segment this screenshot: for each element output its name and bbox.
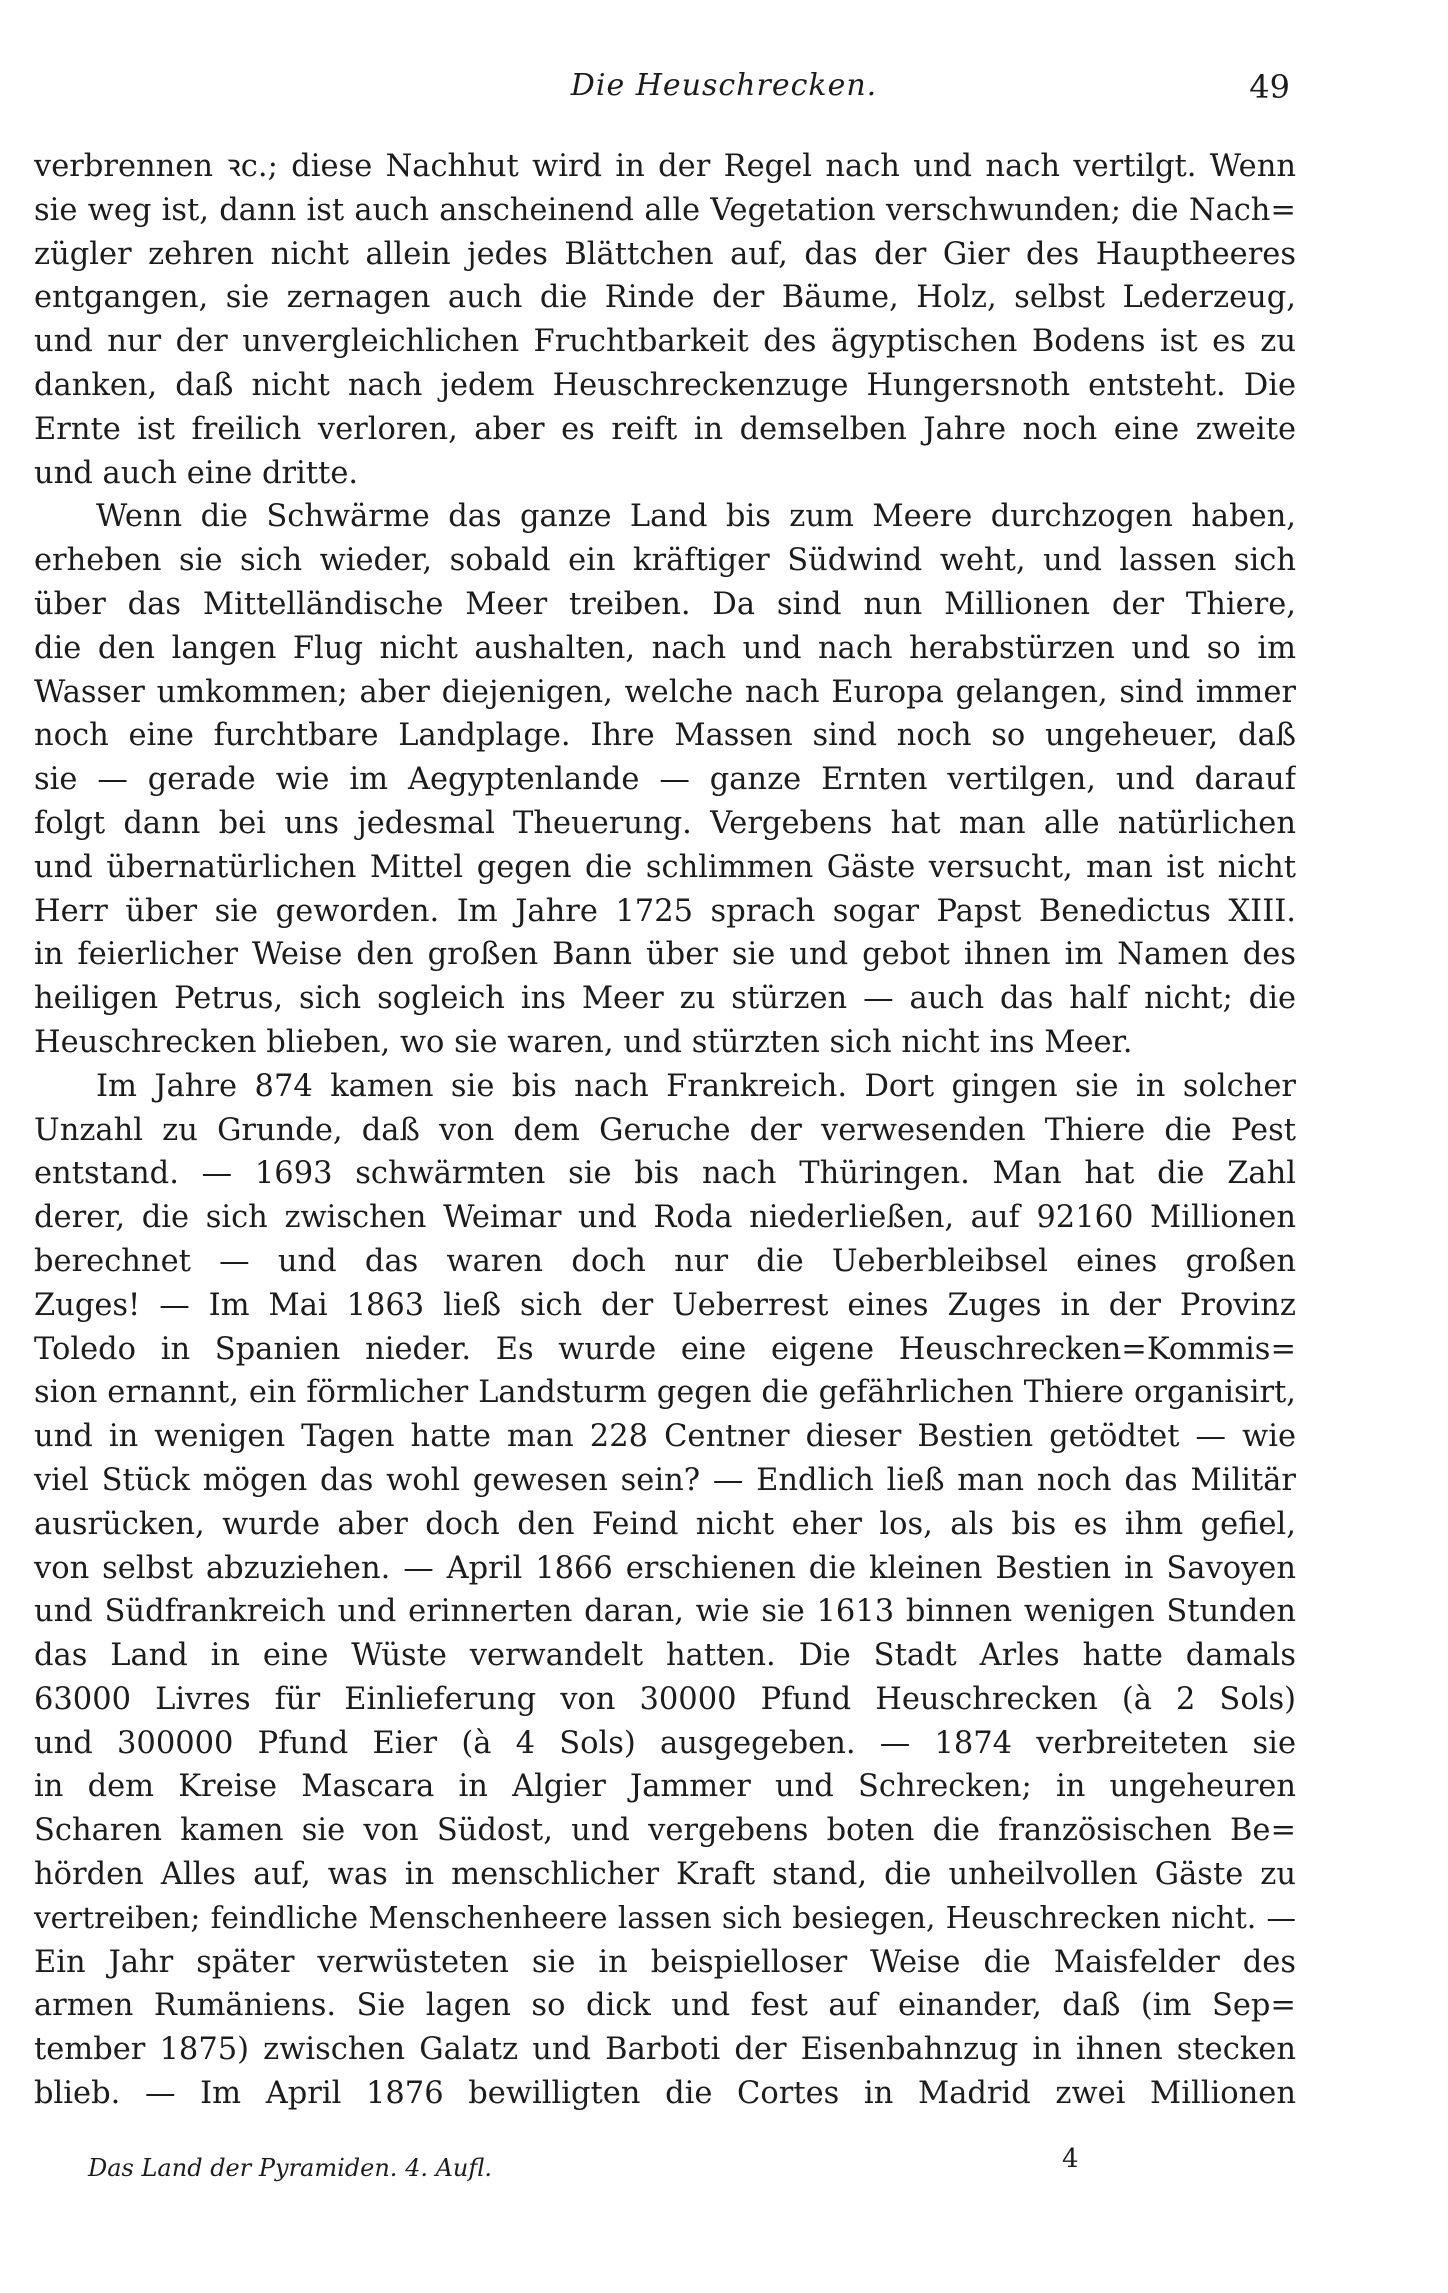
text-line: Toledo in Spanien nieder. Es wurde eine eigene Heuschrecken=Kommis=	[34, 1331, 1296, 1367]
text-line: und nur der unvergleichlichen Fruchtbarkeit des ägyptischen Bodens ist es zu	[34, 324, 1296, 360]
text-line: und in wenigen Tagen hatte man 228 Centner dieser Bestien getödtet — wie	[34, 1419, 1296, 1455]
text-line: Im Jahre 874 kamen sie bis nach Frankreich. Dort gingen sie in solcher	[96, 1068, 1296, 1104]
text-line: berechnet — und das waren doch nur die Ueberbleibsel eines großen	[34, 1243, 1296, 1279]
text-line: tember 1875) zwischen Galatz und Barboti der Eisenbahnzug in ihnen stecken	[34, 2032, 1296, 2068]
footer-signature-mark: 4	[1062, 2144, 1079, 2174]
text-line: blieb. — Im April 1876 bewilligten die Cortes in Madrid zwei Millionen	[34, 2076, 1296, 2112]
text-line: ausrücken, wurde aber doch den Feind nicht eher los, als bis es ihm gefiel,	[34, 1506, 1296, 1542]
text-line: und Südfrankreich und erinnerten daran, wie sie 1613 binnen wenigen Stunden	[34, 1594, 1296, 1630]
text-line: erheben sie sich wieder, sobald ein kräftiger Südwind weht, und lassen sich	[34, 543, 1296, 579]
text-line: Heuschrecken blieben, wo sie waren, und stürzten sich nicht ins Meer.	[34, 1024, 1133, 1060]
text-line: noch eine furchtbare Landplage. Ihre Massen sind noch so ungeheuer, daß	[34, 718, 1296, 754]
text-line: von selbst abzuziehen. — April 1866 erschienen die kleinen Bestien in Savoyen	[34, 1550, 1296, 1586]
text-line: Herr über sie geworden. Im Jahre 1725 sprach sogar Papst Benedictus XIII.	[34, 893, 1296, 929]
text-line: 63000 Livres für Einlieferung von 30000 Pfund Heuschrecken (à 2 Sols)	[34, 1681, 1296, 1717]
text-line: entgangen, sie zernagen auch die Rinde der Bäume, Holz, selbst Lederzeug,	[34, 280, 1296, 316]
text-line: die den langen Flug nicht aushalten, nach und nach herabstürzen und so im	[34, 630, 1296, 666]
body-text	[34, 145, 1296, 2116]
text-line: und auch eine dritte.	[34, 455, 359, 491]
text-line: danken, daß nicht nach jedem Heuschreckenzuge Hungersnoth entsteht. Die	[34, 367, 1296, 403]
text-line: Wasser umkommen; aber diejenigen, welche nach Europa gelangen, sind immer	[34, 674, 1296, 710]
running-title: Die Heuschrecken.	[570, 68, 878, 103]
text-line: sie — gerade wie im Aegyptenlande — ganze Ernten vertilgen, und darauf	[34, 762, 1296, 798]
text-line: und übernatürlichen Mittel gegen die schlimmen Gäste versucht, man ist nicht	[34, 849, 1296, 885]
text-line: in dem Kreise Mascara in Algier Jammer und Schrecken; in ungeheuren	[34, 1769, 1296, 1805]
text-line: und 300000 Pfund Eier (à 4 Sols) ausgegeben. — 1874 verbreiteten sie	[34, 1725, 1296, 1761]
text-line: entstand. — 1693 schwärmten sie bis nach Thüringen. Man hat die Zahl	[34, 1156, 1296, 1192]
text-line: über das Mittelländische Meer treiben. Da sind nun Millionen der Thiere,	[34, 586, 1296, 622]
text-line: Zuges! — Im Mai 1863 ließ sich der Ueberrest eines Zuges in der Provinz	[34, 1287, 1296, 1323]
text-line: vertreiben; feindliche Menschenheere lassen sich besiegen, Heuschrecken nicht. —	[34, 1900, 1296, 1935]
page-number: 49	[1249, 68, 1290, 106]
text-line: sion ernannt, ein förmlicher Landsturm gegen die gefährlichen Thiere organisirt,	[34, 1375, 1296, 1411]
text-line: Ein Jahr später verwüsteten sie in beispielloser Weise die Maisfelder des	[34, 1944, 1296, 1980]
text-line: das Land in eine Wüste verwandelt hatten. Die Stadt Arles hatte damals	[34, 1638, 1296, 1674]
page-footer	[0, 2144, 1448, 2194]
text-line: Wenn die Schwärme das ganze Land bis zum Meere durchzogen haben,	[96, 499, 1296, 535]
text-line: in feierlicher Weise den großen Bann über sie und gebot ihnen im Namen des	[34, 937, 1296, 973]
text-line: armen Rumäniens. Sie lagen so dick und fest auf einander, daß (im Sep=	[34, 1988, 1296, 2024]
text-line: Unzahl zu Grunde, daß von dem Geruche der verwesenden Thiere die Pest	[34, 1112, 1296, 1148]
text-line: Ernte ist freilich verloren, aber es reift in demselben Jahre noch eine zweite	[34, 411, 1296, 447]
text-line: derer, die sich zwischen Weimar und Roda niederließen, auf 92160 Millionen	[34, 1200, 1296, 1236]
text-line: hörden Alles auf, was in menschlicher Kraft stand, die unheilvollen Gäste zu	[34, 1857, 1296, 1893]
footer-book-title: Das Land der Pyramiden. 4. Aufl.	[88, 2154, 493, 2182]
text-line: Scharen kamen sie von Südost, und vergebens boten die französischen Be=	[34, 1813, 1296, 1849]
running-head	[0, 68, 1448, 118]
text-line: verbrennen ꝛc.; diese Nachhut wird in der Regel nach und nach vertilgt. Wenn	[34, 149, 1296, 184]
text-line: heiligen Petrus, sich sogleich ins Meer zu stürzen — auch das half nicht; die	[34, 981, 1296, 1017]
text-line: sie weg ist, dann ist auch anscheinend alle Vegetation verschwunden; die Nach=	[34, 192, 1296, 228]
text-line: folgt dann bei uns jedesmal Theuerung. Vergebens hat man alle natürlichen	[34, 805, 1296, 841]
text-line: zügler zehren nicht allein jedes Blättchen auf, das der Gier des Hauptheeres	[34, 236, 1296, 272]
text-line: viel Stück mögen das wohl gewesen sein? — Endlich ließ man noch das Militär	[34, 1462, 1296, 1498]
